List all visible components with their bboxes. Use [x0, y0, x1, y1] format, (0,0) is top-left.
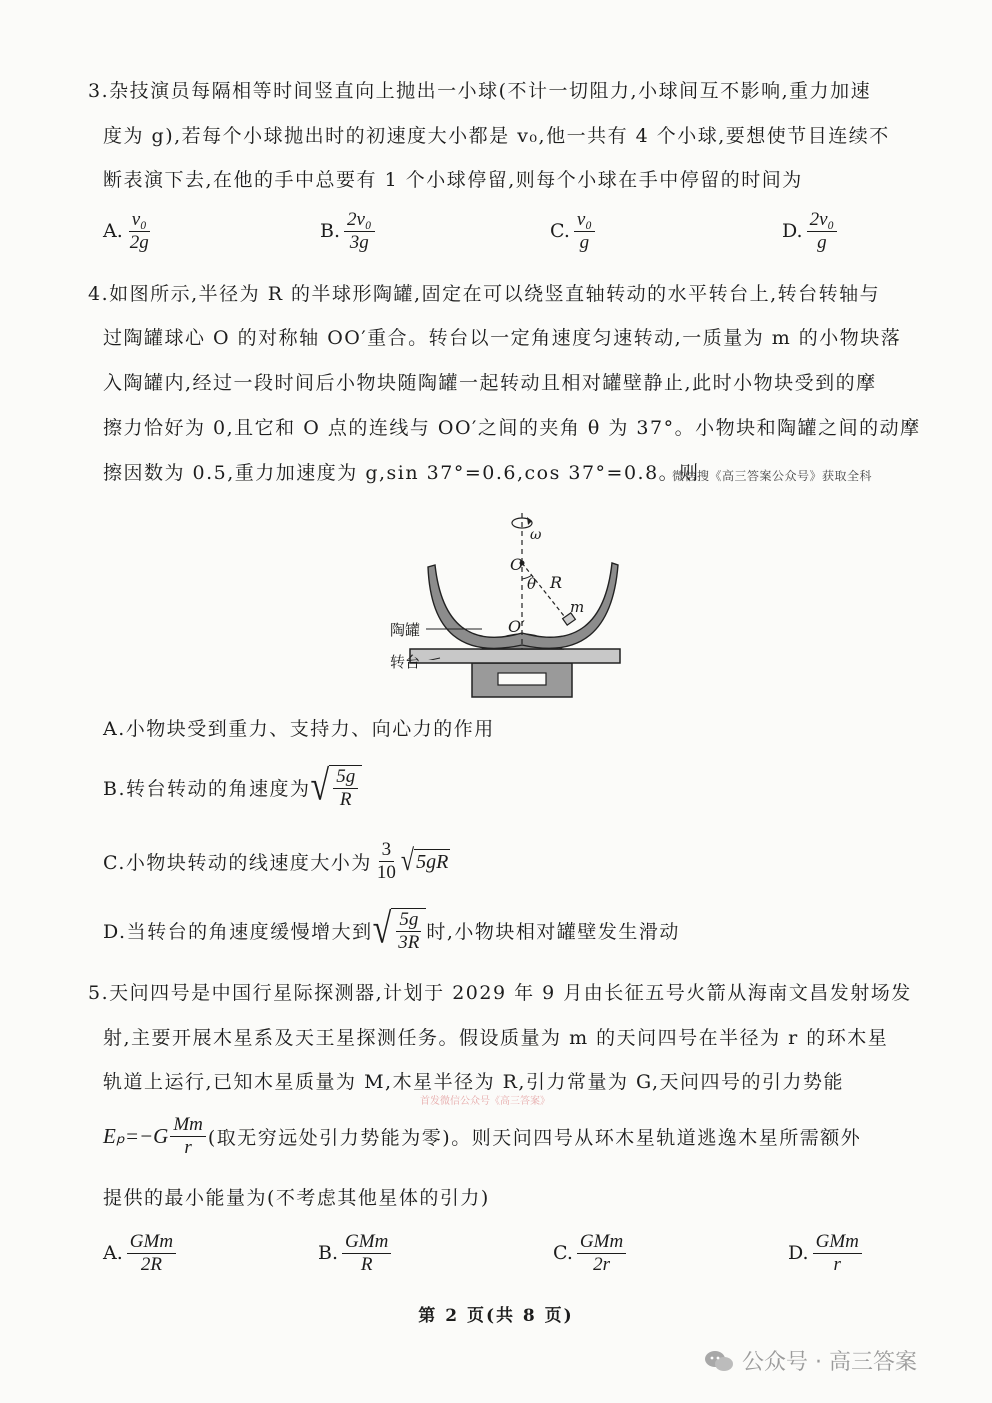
q3-option-d[interactable] — [782, 210, 839, 253]
radius-label: R — [550, 573, 563, 592]
jar-label: 陶罐 — [390, 621, 421, 639]
q5-last-line: 提供的最小能量为(不考虑其他星体的引力) — [103, 1187, 490, 1209]
fraction-numerator: GMm — [127, 1232, 176, 1254]
ep-suffix: (取无穷远处引力势能为零)。则天问四号从环木星轨道逃逸木星所需额外 — [207, 1126, 862, 1149]
sqrt-sign: √ — [400, 845, 415, 878]
side-note: 微信搜《高三答案公众号》获取全科 — [672, 469, 873, 483]
q4-option-d[interactable] — [103, 908, 680, 953]
option-label: A. — [103, 220, 123, 243]
option-label: D. — [788, 1242, 809, 1265]
fraction-denominator: 3R — [398, 931, 420, 953]
q3-line-1: 3.杂技演员每隔相等时间竖直向上抛出一小球(不计一切阻力,小球间互不影响,重力加速 — [88, 80, 872, 102]
q5-line-1: 5.天问四号是中国行星际探测器,计划于 2029 年 9 月由长征五号火箭从海南文昌发射场发 — [88, 982, 912, 1004]
brand-text: 公众号 · 高三答案 — [742, 1350, 917, 1375]
fraction-denominator: g — [579, 231, 590, 253]
q3-line-3: 断表演下去,在他的手中总要有 1 个小球停留,则每个小球在手中停留的时间为 — [103, 169, 803, 191]
fraction-denominator: g — [817, 231, 827, 253]
fraction-numerator: 2v₀ — [344, 210, 375, 232]
fraction-numerator: v₀ — [574, 210, 595, 232]
fraction-denominator: 2r — [593, 1253, 610, 1275]
fraction-numerator: Mm — [170, 1115, 206, 1137]
fraction-numerator: 3 — [379, 840, 395, 862]
q3-line-2: 度为 g),若每个小球抛出时的初速度大小都是 v₀,他一共有 4 个小球,要想使节目连续不 — [103, 125, 890, 147]
option-label: B. — [320, 220, 341, 243]
q3-option-a[interactable] — [103, 210, 154, 253]
option-label: C. — [550, 220, 570, 243]
fraction-numerator: 2v₀ — [807, 210, 838, 232]
option-label: C. — [553, 1242, 573, 1265]
sqrt-sign: √ — [372, 906, 392, 953]
center-o-label: O — [510, 555, 524, 574]
fraction-denominator: R — [360, 1253, 373, 1275]
q5-option-c[interactable] — [553, 1232, 628, 1275]
ep-prefix: Eₚ=−G — [103, 1123, 169, 1148]
option-label: D. — [782, 220, 803, 243]
q5-option-b[interactable] — [318, 1232, 393, 1275]
option-text: C.小物块转动的线速度大小为 — [103, 851, 372, 874]
q4-line-5: 擦因数为 0.5,重力加速度为 g,sin 37°=0.6,cos 37°=0.8。则 — [103, 462, 700, 484]
q5-option-a[interactable] — [103, 1232, 178, 1275]
fraction-denominator: 3g — [349, 231, 369, 253]
q5-option-d[interactable] — [788, 1232, 864, 1275]
option-text: B.转台转动的角速度为 — [103, 777, 311, 800]
option-text-after: 时,小物块相对罐壁发生滑动 — [426, 920, 680, 943]
table-leader — [426, 658, 440, 660]
option-label: A. — [103, 1242, 123, 1265]
fraction-denominator: 10 — [376, 861, 396, 883]
watermark: 首发微信公众号《高三答案》 — [420, 1096, 550, 1107]
q5-line-3: 轨道上运行,已知木星质量为 M,木星半径为 R,引力常量为 G,天问四号的引力势能 — [103, 1071, 845, 1093]
fraction-denominator: R — [339, 788, 352, 810]
q5-line-2: 射,主要开展木星系及天王星探测任务。假设质量为 m 的天问四号在半径为 r 的环木星 — [103, 1027, 889, 1049]
q3-option-b[interactable] — [320, 210, 377, 253]
label-leaders — [426, 620, 486, 660]
wechat-icon — [704, 1349, 734, 1373]
o-prime-label: O′ — [508, 617, 525, 636]
q4-option-b[interactable] — [103, 765, 362, 810]
fraction-denominator: 2g — [129, 231, 149, 253]
q4-option-c[interactable] — [103, 840, 450, 883]
option-label: B. — [318, 1242, 339, 1265]
fraction-numerator: v₀ — [129, 210, 150, 232]
brand-badge — [704, 1345, 917, 1376]
q4-line-3: 入陶罐内,经过一段时间后小物块随陶罐一起转动且相对罐壁静止,此时小物块受到的摩 — [103, 372, 877, 394]
radicand: 5gR — [416, 850, 449, 873]
q4-line-4: 擦力恰好为 0,且它和 O 点的连线与 OO′之间的夹角 θ 为 37°。小物块和陶罐之间的动摩 — [103, 417, 921, 439]
page-number: 第 2 页(共 8 页) — [418, 1306, 574, 1326]
base-groove — [498, 673, 546, 685]
fraction-numerator: GMm — [813, 1232, 862, 1254]
option-text: D.当转台的角速度缓慢增大到 — [103, 920, 373, 943]
mass-label: m — [570, 598, 585, 616]
theta-label: θ — [527, 575, 537, 593]
q4-line-2: 过陶罐球心 O 的对称轴 OO′重合。转台以一定角速度匀速转动,一质量为 m 的小物块落 — [103, 327, 902, 349]
fraction-numerator: 5g — [333, 767, 358, 789]
table-label: 转台 — [390, 653, 421, 671]
q3-option-c[interactable] — [550, 210, 597, 253]
omega-label: ω — [530, 527, 542, 543]
fraction-denominator: r — [833, 1253, 841, 1275]
fraction-denominator: 2R — [140, 1253, 162, 1275]
fraction-denominator: r — [184, 1136, 192, 1158]
fraction-numerator: 5g — [396, 910, 421, 932]
fraction-numerator: GMm — [342, 1232, 391, 1254]
q4-option-a[interactable]: A.小物块受到重力、支持力、向心力的作用 — [103, 718, 495, 740]
sqrt-sign: √ — [310, 763, 330, 810]
q5-ep-line — [103, 1115, 861, 1158]
fraction-numerator: GMm — [577, 1232, 626, 1254]
q4-line-1: 4.如图所示,半径为 R 的半球形陶罐,固定在可以绕竖直轴转动的水平转台上,转台转轴与 — [88, 283, 881, 305]
